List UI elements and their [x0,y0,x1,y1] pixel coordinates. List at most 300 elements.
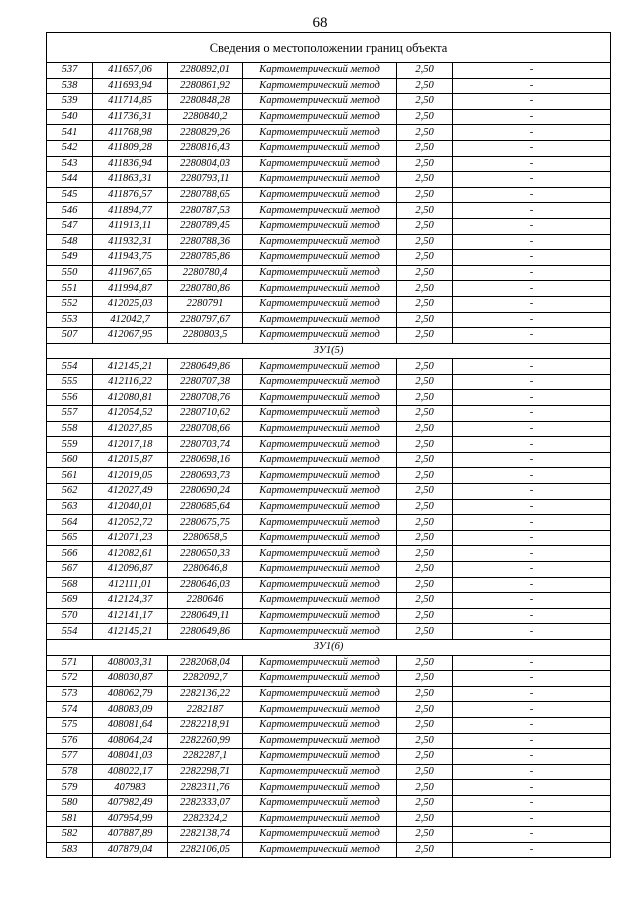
description-cell: - [453,187,611,203]
y-coordinate-cell: 2280804,03 [168,156,243,172]
description-cell: - [453,109,611,125]
y-coordinate-cell: 2280703,74 [168,437,243,453]
description-cell: - [453,390,611,406]
point-number-cell: 562 [47,484,93,500]
accuracy-cell: 2,50 [397,577,453,593]
method-cell: Картометрический метод [243,577,397,593]
table-row [47,452,611,468]
y-coordinate-cell: 2282260,99 [168,733,243,749]
description-cell: - [453,452,611,468]
x-coordinate-cell: 412067,95 [93,328,168,344]
y-coordinate-cell: 2280685,64 [168,499,243,515]
point-number-cell: 544 [47,172,93,188]
table-row [47,655,611,671]
y-coordinate-cell: 2280698,16 [168,452,243,468]
point-number-cell: 578 [47,764,93,780]
table-row [47,312,611,328]
description-cell: - [453,624,611,640]
point-number-cell: 540 [47,109,93,125]
accuracy-cell: 2,50 [397,390,453,406]
description-cell: - [453,359,611,375]
y-coordinate-cell: 2282068,04 [168,655,243,671]
accuracy-cell: 2,50 [397,328,453,344]
x-coordinate-cell: 412096,87 [93,562,168,578]
point-number-cell: 556 [47,390,93,406]
point-number-cell: 561 [47,468,93,484]
description-cell: - [453,94,611,110]
accuracy-cell: 2,50 [397,484,453,500]
accuracy-cell: 2,50 [397,671,453,687]
description-cell: - [453,265,611,281]
x-coordinate-cell: 412027,49 [93,484,168,500]
y-coordinate-cell: 2280658,5 [168,530,243,546]
x-coordinate-cell: 412025,03 [93,296,168,312]
method-cell: Картометрический метод [243,109,397,125]
method-cell: Картометрический метод [243,63,397,79]
y-coordinate-cell: 2280649,86 [168,624,243,640]
table-row [47,218,611,234]
x-coordinate-cell: 412027,85 [93,421,168,437]
y-coordinate-cell: 2282187 [168,702,243,718]
y-coordinate-cell: 2280840,2 [168,109,243,125]
y-coordinate-cell: 2280650,33 [168,546,243,562]
method-cell: Картометрический метод [243,312,397,328]
y-coordinate-cell: 2280646 [168,593,243,609]
table-row [47,234,611,250]
table-row [47,437,611,453]
description-cell: - [453,562,611,578]
method-cell: Картометрический метод [243,125,397,141]
accuracy-cell: 2,50 [397,562,453,578]
table-row [47,374,611,390]
table-row [47,390,611,406]
point-number-cell: 581 [47,811,93,827]
table-row [47,577,611,593]
description-cell: - [453,140,611,156]
description-cell: - [453,811,611,827]
method-cell: Картометрический метод [243,827,397,843]
y-coordinate-cell: 2280861,92 [168,78,243,94]
x-coordinate-cell: 411863,31 [93,172,168,188]
table-row [47,608,611,624]
accuracy-cell: 2,50 [397,359,453,375]
description-cell: - [453,749,611,765]
point-number-cell: 580 [47,795,93,811]
description-cell: - [453,608,611,624]
table-row [47,515,611,531]
y-coordinate-cell: 2280649,11 [168,608,243,624]
accuracy-cell: 2,50 [397,109,453,125]
point-number-cell: 565 [47,530,93,546]
table-row [47,671,611,687]
point-number-cell: 570 [47,608,93,624]
y-coordinate-cell: 2282298,71 [168,764,243,780]
table-row [47,406,611,422]
method-cell: Картометрический метод [243,234,397,250]
point-number-cell: 563 [47,499,93,515]
method-cell: Картометрический метод [243,328,397,344]
point-number-cell: 564 [47,515,93,531]
table-row [47,421,611,437]
y-coordinate-cell: 2282136,22 [168,686,243,702]
boundary-coordinates-table [46,32,611,858]
accuracy-cell: 2,50 [397,546,453,562]
description-cell: - [453,406,611,422]
y-coordinate-cell: 2280785,86 [168,250,243,266]
method-cell: Картометрический метод [243,842,397,858]
method-cell: Картометрический метод [243,593,397,609]
method-cell: Картометрический метод [243,468,397,484]
table-row [47,468,611,484]
x-coordinate-cell: 411932,31 [93,234,168,250]
x-coordinate-cell: 412111,01 [93,577,168,593]
point-number-cell: 566 [47,546,93,562]
method-cell: Картометрический метод [243,406,397,422]
description-cell: - [453,218,611,234]
description-cell: - [453,125,611,141]
table-row [47,296,611,312]
x-coordinate-cell: 412145,21 [93,624,168,640]
x-coordinate-cell: 407879,04 [93,842,168,858]
table-row [47,546,611,562]
y-coordinate-cell: 2280787,53 [168,203,243,219]
description-cell: - [453,296,611,312]
method-cell: Картометрический метод [243,717,397,733]
y-coordinate-cell: 2280649,86 [168,359,243,375]
method-cell: Картометрический метод [243,437,397,453]
method-cell: Картометрический метод [243,764,397,780]
description-cell: - [453,63,611,79]
description-cell: - [453,827,611,843]
y-coordinate-cell: 2282218,91 [168,717,243,733]
method-cell: Картометрический метод [243,156,397,172]
method-cell: Картометрический метод [243,686,397,702]
accuracy-cell: 2,50 [397,437,453,453]
point-number-cell: 575 [47,717,93,733]
point-number-cell: 554 [47,624,93,640]
x-coordinate-cell: 408083,09 [93,702,168,718]
method-cell: Картометрический метод [243,702,397,718]
accuracy-cell: 2,50 [397,140,453,156]
point-number-cell: 569 [47,593,93,609]
point-number-cell: 551 [47,281,93,297]
y-coordinate-cell: 2280791 [168,296,243,312]
point-number-cell: 554 [47,359,93,375]
point-number-cell: 571 [47,655,93,671]
description-cell: - [453,546,611,562]
description-cell: - [453,437,611,453]
method-cell: Картометрический метод [243,733,397,749]
description-cell: - [453,312,611,328]
description-cell: - [453,671,611,687]
table-row [47,109,611,125]
x-coordinate-cell: 411913,11 [93,218,168,234]
table-body [47,33,611,858]
x-coordinate-cell: 411836,94 [93,156,168,172]
table-row [47,250,611,266]
method-cell: Картометрический метод [243,562,397,578]
point-number-cell: 555 [47,374,93,390]
point-number-cell: 548 [47,234,93,250]
method-cell: Картометрический метод [243,655,397,671]
point-number-cell: 545 [47,187,93,203]
description-cell: - [453,593,611,609]
table-row [47,63,611,79]
x-coordinate-cell: 412116,22 [93,374,168,390]
point-number-cell: 552 [47,296,93,312]
description-cell: - [453,717,611,733]
method-cell: Картометрический метод [243,140,397,156]
description-cell: - [453,203,611,219]
x-coordinate-cell: 407983 [93,780,168,796]
point-number-cell: 576 [47,733,93,749]
accuracy-cell: 2,50 [397,296,453,312]
description-cell: - [453,374,611,390]
table-row [47,764,611,780]
method-cell: Картометрический метод [243,421,397,437]
accuracy-cell: 2,50 [397,593,453,609]
accuracy-cell: 2,50 [397,265,453,281]
x-coordinate-cell: 412019,05 [93,468,168,484]
method-cell: Картометрический метод [243,296,397,312]
point-number-cell: 574 [47,702,93,718]
accuracy-cell: 2,50 [397,655,453,671]
method-cell: Картометрический метод [243,172,397,188]
point-number-cell: 546 [47,203,93,219]
method-cell: Картометрический метод [243,78,397,94]
table-row [47,717,611,733]
method-cell: Картометрический метод [243,671,397,687]
method-cell: Картометрический метод [243,390,397,406]
accuracy-cell: 2,50 [397,702,453,718]
y-coordinate-cell: 2282092,7 [168,671,243,687]
x-coordinate-cell: 408081,64 [93,717,168,733]
y-coordinate-cell: 2282333,07 [168,795,243,811]
accuracy-cell: 2,50 [397,811,453,827]
description-cell: - [453,78,611,94]
table-row [47,156,611,172]
table-row [47,811,611,827]
x-coordinate-cell: 411876,57 [93,187,168,203]
table-row [47,140,611,156]
page-number: 68 [312,15,328,31]
x-coordinate-cell: 408030,87 [93,671,168,687]
x-coordinate-cell: 412054,52 [93,406,168,422]
table-row [47,562,611,578]
table-row [47,795,611,811]
x-coordinate-cell: 412017,18 [93,437,168,453]
accuracy-cell: 2,50 [397,515,453,531]
table-row [47,749,611,765]
method-cell: Картометрический метод [243,795,397,811]
method-cell: Картометрический метод [243,530,397,546]
accuracy-cell: 2,50 [397,421,453,437]
table-title-row [47,33,611,63]
method-cell: Картометрический метод [243,203,397,219]
accuracy-cell: 2,50 [397,842,453,858]
y-coordinate-cell: 2282287,1 [168,749,243,765]
method-cell: Картометрический метод [243,359,397,375]
point-number-cell: 547 [47,218,93,234]
description-cell: - [453,702,611,718]
accuracy-cell: 2,50 [397,281,453,297]
description-cell: - [453,172,611,188]
y-coordinate-cell: 2280646,8 [168,562,243,578]
description-cell: - [453,421,611,437]
accuracy-cell: 2,50 [397,234,453,250]
method-cell: Картометрический метод [243,94,397,110]
method-cell: Картометрический метод [243,281,397,297]
table-row [47,593,611,609]
x-coordinate-cell: 408022,17 [93,764,168,780]
x-coordinate-cell: 407887,89 [93,827,168,843]
point-number-cell: 567 [47,562,93,578]
point-number-cell: 582 [47,827,93,843]
description-cell: - [453,530,611,546]
x-coordinate-cell: 411994,87 [93,281,168,297]
table-row [47,328,611,344]
table-title: Сведения о местоположении границ объекта [47,33,611,63]
method-cell: Картометрический метод [243,265,397,281]
x-coordinate-cell: 408064,24 [93,733,168,749]
point-number-cell: 539 [47,94,93,110]
x-coordinate-cell: 407954,99 [93,811,168,827]
point-number-cell: 541 [47,125,93,141]
y-coordinate-cell: 2280707,38 [168,374,243,390]
accuracy-cell: 2,50 [397,608,453,624]
point-number-cell: 557 [47,406,93,422]
point-number-cell: 507 [47,328,93,344]
y-coordinate-cell: 2280892,01 [168,63,243,79]
point-number-cell: 579 [47,780,93,796]
description-cell: - [453,281,611,297]
point-number-cell: 543 [47,156,93,172]
accuracy-cell: 2,50 [397,94,453,110]
y-coordinate-cell: 2280788,65 [168,187,243,203]
method-cell: Картометрический метод [243,780,397,796]
y-coordinate-cell: 2282106,05 [168,842,243,858]
x-coordinate-cell: 412042,7 [93,312,168,328]
description-cell: - [453,515,611,531]
accuracy-cell: 2,50 [397,250,453,266]
table-row [47,624,611,640]
x-coordinate-cell: 407982,49 [93,795,168,811]
accuracy-cell: 2,50 [397,63,453,79]
y-coordinate-cell: 2280829,26 [168,125,243,141]
description-cell: - [453,686,611,702]
description-cell: - [453,577,611,593]
point-number-cell: 558 [47,421,93,437]
accuracy-cell: 2,50 [397,624,453,640]
y-coordinate-cell: 2282324,2 [168,811,243,827]
accuracy-cell: 2,50 [397,218,453,234]
method-cell: Картометрический метод [243,484,397,500]
table-row [47,281,611,297]
x-coordinate-cell: 411736,31 [93,109,168,125]
table-row [47,686,611,702]
description-cell: - [453,484,611,500]
method-cell: Картометрический метод [243,218,397,234]
description-cell: - [453,250,611,266]
description-cell: - [453,156,611,172]
accuracy-cell: 2,50 [397,468,453,484]
method-cell: Картометрический метод [243,624,397,640]
accuracy-cell: 2,50 [397,203,453,219]
x-coordinate-cell: 408041,03 [93,749,168,765]
x-coordinate-cell: 411693,94 [93,78,168,94]
description-cell: - [453,795,611,811]
accuracy-cell: 2,50 [397,406,453,422]
y-coordinate-cell: 2280789,45 [168,218,243,234]
y-coordinate-cell: 2280803,5 [168,328,243,344]
method-cell: Картометрический метод [243,499,397,515]
point-number-cell: 573 [47,686,93,702]
point-number-cell: 572 [47,671,93,687]
accuracy-cell: 2,50 [397,172,453,188]
point-number-cell: 559 [47,437,93,453]
accuracy-cell: 2,50 [397,187,453,203]
accuracy-cell: 2,50 [397,717,453,733]
accuracy-cell: 2,50 [397,499,453,515]
table-row [47,94,611,110]
table-row [47,203,611,219]
y-coordinate-cell: 2280710,62 [168,406,243,422]
method-cell: Картометрический метод [243,250,397,266]
point-number-cell: 537 [47,63,93,79]
point-number-cell: 568 [47,577,93,593]
y-coordinate-cell: 2280788,36 [168,234,243,250]
x-coordinate-cell: 412015,87 [93,452,168,468]
method-cell: Картометрический метод [243,546,397,562]
method-cell: Картометрический метод [243,515,397,531]
accuracy-cell: 2,50 [397,733,453,749]
table-row [47,702,611,718]
y-coordinate-cell: 2282138,74 [168,827,243,843]
y-coordinate-cell: 2280780,4 [168,265,243,281]
x-coordinate-cell: 411657,06 [93,63,168,79]
method-cell: Картометрический метод [243,749,397,765]
y-coordinate-cell: 2280690,24 [168,484,243,500]
section-label: ЗУ1(6) [47,639,611,655]
x-coordinate-cell: 411768,98 [93,125,168,141]
table-row [47,484,611,500]
method-cell: Картометрический метод [243,608,397,624]
point-number-cell: 550 [47,265,93,281]
table-row [47,499,611,515]
section-row [47,639,611,655]
x-coordinate-cell: 411809,28 [93,140,168,156]
point-number-cell: 549 [47,250,93,266]
description-cell: - [453,842,611,858]
table-row [47,125,611,141]
x-coordinate-cell: 411714,85 [93,94,168,110]
x-coordinate-cell: 411943,75 [93,250,168,266]
accuracy-cell: 2,50 [397,686,453,702]
accuracy-cell: 2,50 [397,530,453,546]
x-coordinate-cell: 412071,23 [93,530,168,546]
table-row [47,78,611,94]
section-label: ЗУ1(5) [47,343,611,359]
accuracy-cell: 2,50 [397,312,453,328]
accuracy-cell: 2,50 [397,78,453,94]
point-number-cell: 583 [47,842,93,858]
y-coordinate-cell: 2280693,73 [168,468,243,484]
description-cell: - [453,655,611,671]
description-cell: - [453,780,611,796]
method-cell: Картометрический метод [243,811,397,827]
x-coordinate-cell: 412145,21 [93,359,168,375]
table-row [47,827,611,843]
